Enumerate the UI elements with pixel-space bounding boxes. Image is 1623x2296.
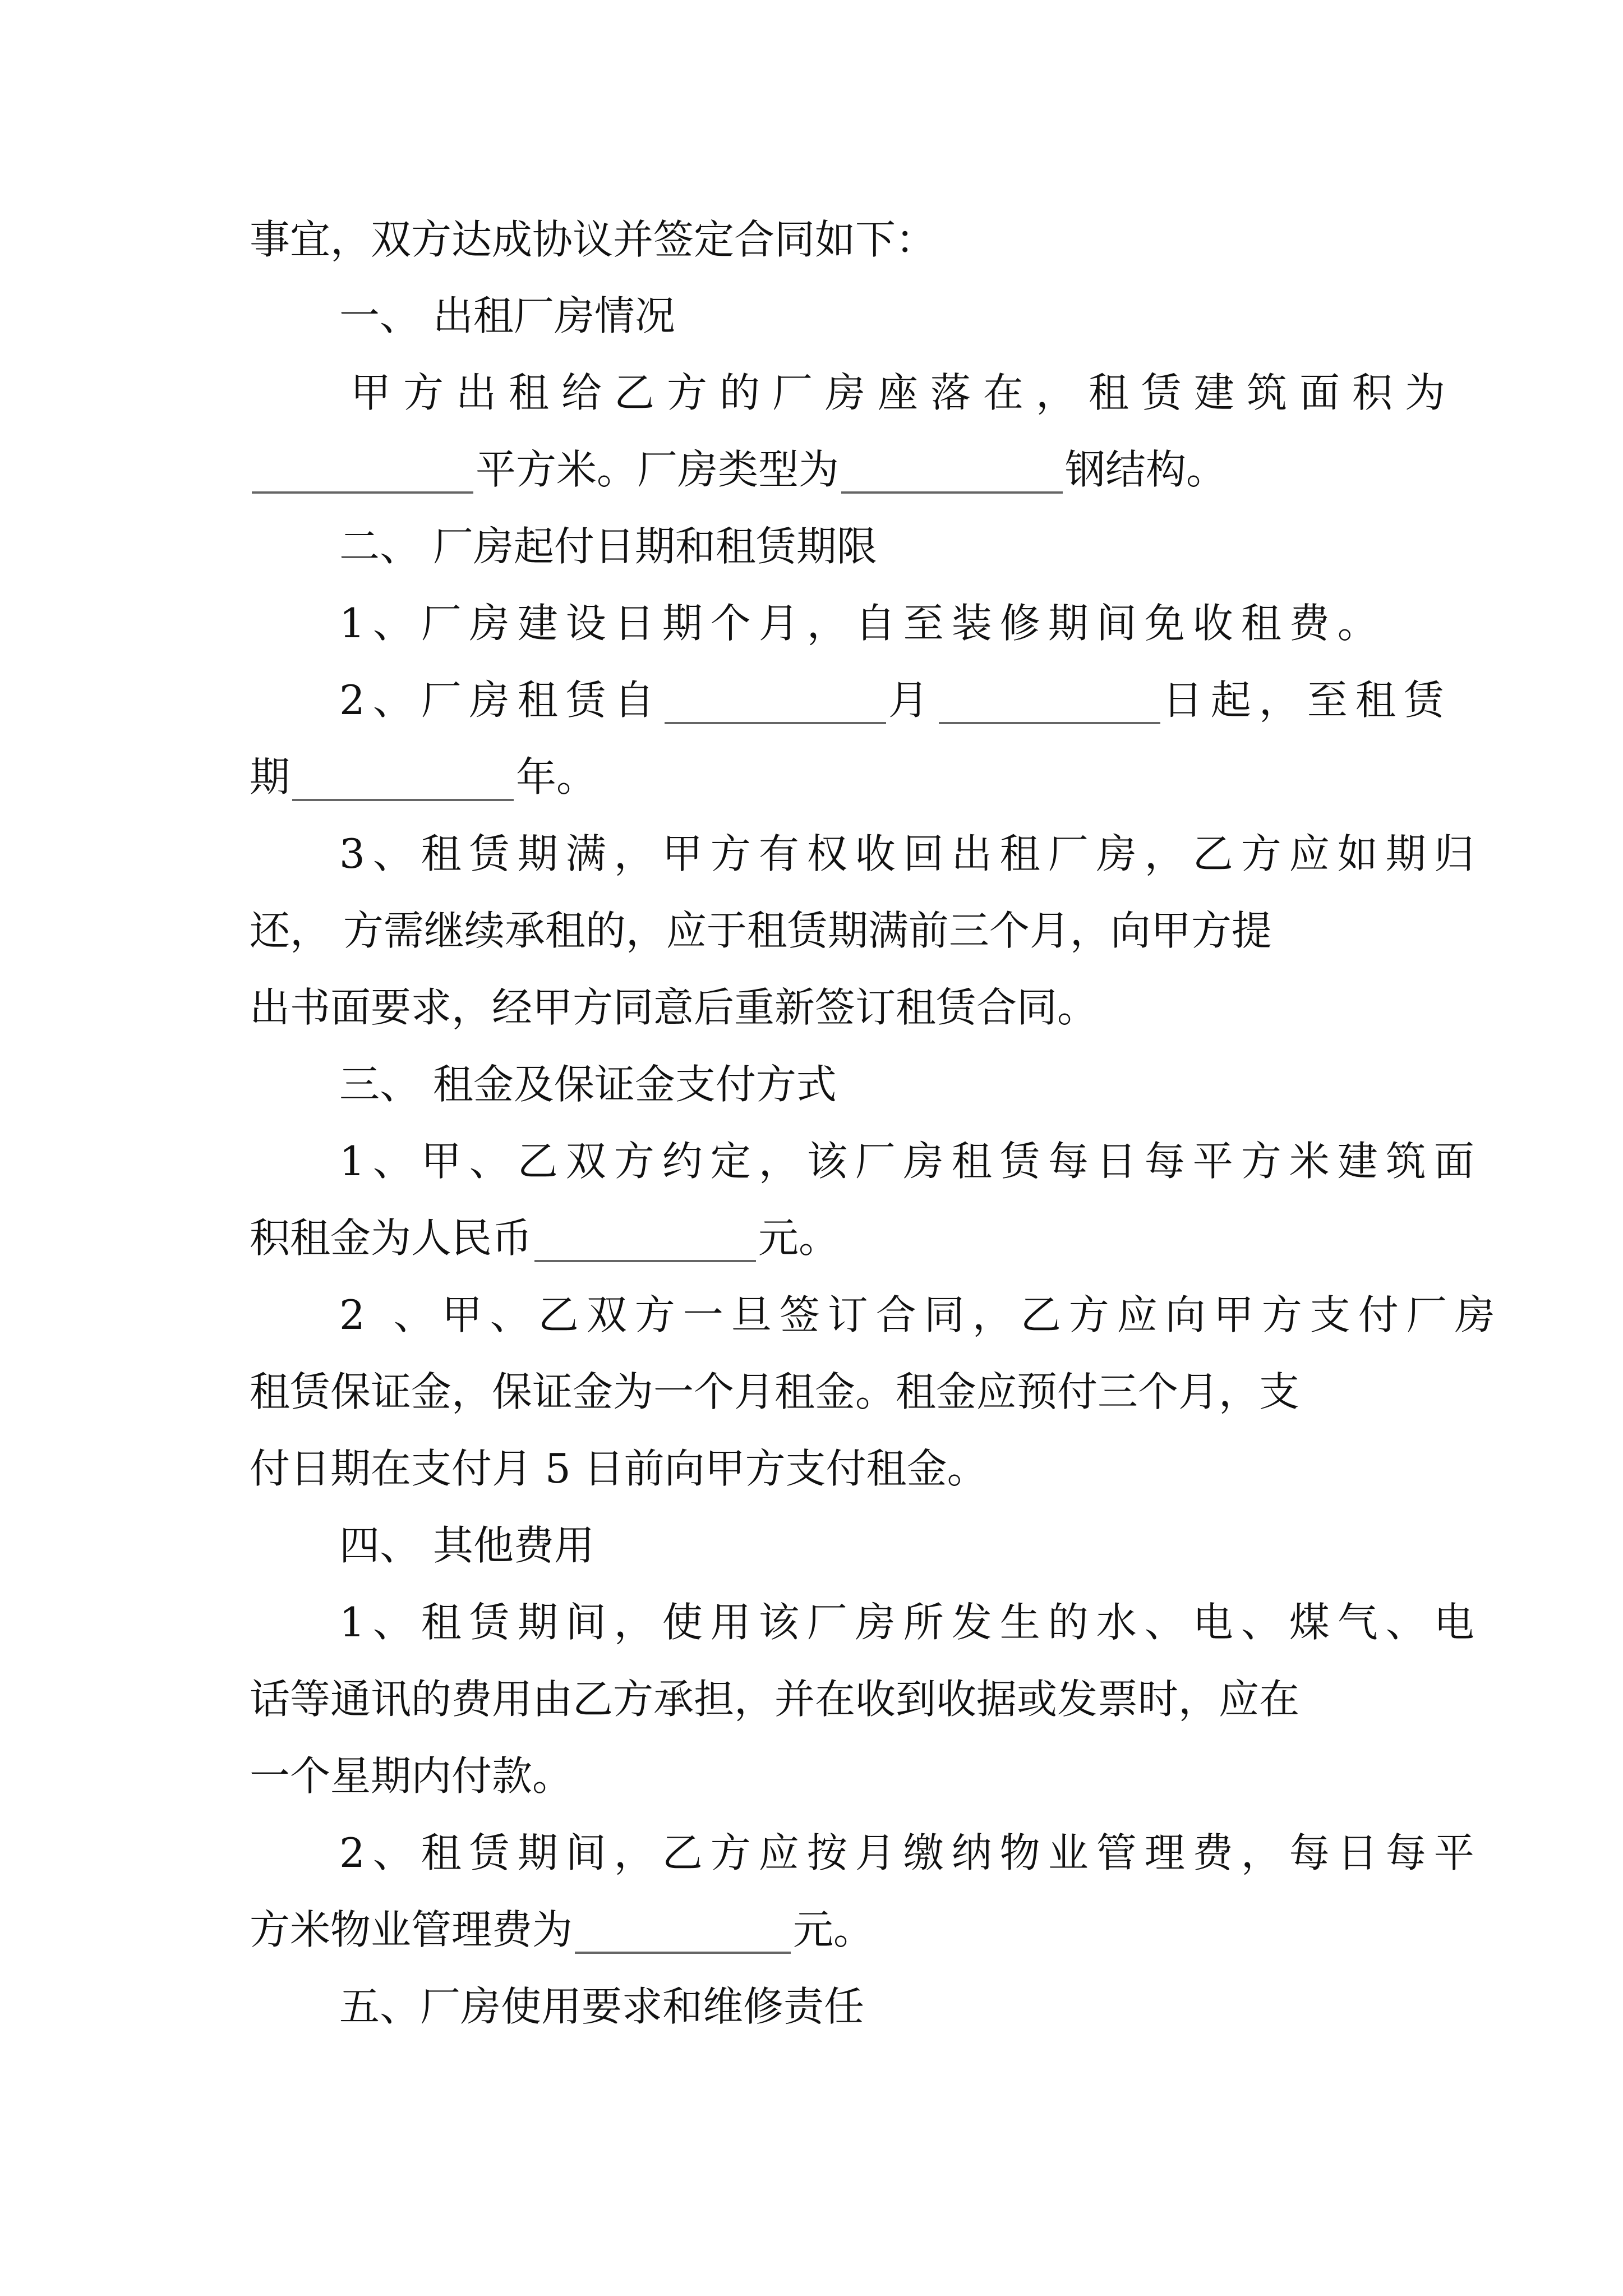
text-line-20: 话等通讯的费用由乙方承担，并在收到收据或发票时，应在 bbox=[250, 1676, 1300, 1723]
text-line-16: 租赁保证金，保证金为一个月租金。租金应预付三个月，支 bbox=[250, 1368, 1300, 1415]
blank-day-field[interactable] bbox=[939, 683, 1160, 724]
text-line-10: 还， 方需继续承租的，应于租赁期满前三个月，向甲方提 bbox=[250, 907, 1272, 954]
text-line-23-part-c: 元。 bbox=[793, 1906, 874, 1953]
text-line-23 bbox=[250, 1899, 1399, 1961]
text-line-11: 出书面要求，经甲方同意后重新签订租赁合同。 bbox=[250, 984, 1098, 1031]
section-heading-5: 五、厂房使用要求和维修责任 bbox=[339, 1983, 865, 2030]
text-line-7-part-e: 日起，至租赁 bbox=[1162, 677, 1452, 724]
text-line-9: 3、租赁期满，甲方有权收回出租厂房，乙方应如期归 bbox=[339, 830, 1482, 877]
text-line-4-part-d: 钢结构。 bbox=[1065, 446, 1227, 493]
section-heading-1: 一、 出租厂房情况 bbox=[339, 292, 675, 339]
text-line-1: 事宜，双方达成协议并签定合同如下： bbox=[250, 216, 937, 263]
text-line-3: 甲方出租给乙方的厂房座落在，租赁建筑面积为 bbox=[351, 369, 1458, 416]
text-line-15: 2 、甲、乙双方一旦签订合同，乙方应向甲方支付厂房 bbox=[339, 1291, 1503, 1338]
text-line-19: 1、租赁期间，使用该厂房所发生的水、电、煤气、电 bbox=[339, 1599, 1482, 1646]
section-heading-3: 三、 租金及保证金支付方式 bbox=[339, 1061, 837, 1108]
text-line-7-part-c: 月 bbox=[888, 677, 937, 724]
blank-start-field[interactable] bbox=[665, 683, 886, 724]
text-line-13: 1、甲、乙双方约定，该厂房租赁每日每平方米建筑面 bbox=[339, 1138, 1482, 1185]
text-line-22: 2、租赁期间，乙方应按月缴纳物业管理费，每日每平 bbox=[339, 1829, 1482, 1876]
text-line-14-part-a: 积租金为人民币 bbox=[250, 1214, 533, 1262]
text-line-6: 1、厂房建设日期个月，自至装修期间免收租费。 bbox=[339, 600, 1386, 647]
text-line-14-part-c: 元。 bbox=[758, 1214, 840, 1262]
text-line-14 bbox=[250, 1207, 1399, 1269]
text-line-17: 付日期在支付月 5 日前向甲方支付租金。 bbox=[250, 1445, 988, 1492]
text-line-23-part-a: 方米物业管理费为 bbox=[250, 1906, 573, 1953]
text-line-4 bbox=[250, 439, 1399, 500]
blank-rent-field[interactable] bbox=[534, 1221, 756, 1262]
blank-type-field[interactable] bbox=[841, 452, 1063, 494]
blank-years-field[interactable] bbox=[292, 760, 514, 801]
text-line-8-part-a: 期 bbox=[250, 753, 291, 800]
text-line-8 bbox=[250, 746, 1399, 808]
blank-area-field[interactable] bbox=[252, 452, 473, 494]
text-line-7 bbox=[339, 669, 1489, 731]
section-heading-2: 二、 厂房起付日期和租赁期限 bbox=[339, 523, 877, 570]
text-line-21: 一个星期内付款。 bbox=[250, 1752, 573, 1800]
section-heading-4: 四、 其他费用 bbox=[339, 1522, 594, 1569]
blank-management-fee-field[interactable] bbox=[575, 1912, 791, 1954]
text-line-4-part-b: 平方米。厂房类型为 bbox=[476, 446, 840, 493]
text-line-8-part-c: 年。 bbox=[516, 753, 597, 800]
text-line-7-part-a: 2、厂房租赁自 bbox=[339, 677, 662, 724]
